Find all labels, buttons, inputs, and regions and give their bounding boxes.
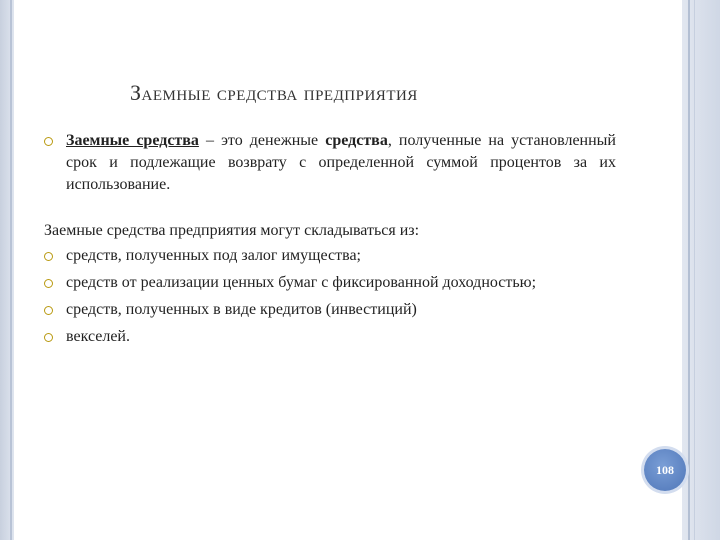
- list-item-text: средств от реализации ценных бумаг с фиксированной доходностью;: [66, 274, 537, 291]
- list-item: [44, 245, 616, 267]
- list-item: [44, 272, 616, 294]
- definition-text-2: , полученные на установленный срок и подлежащие возврату с определенной суммой процентов за их использование.: [66, 132, 616, 193]
- bullet-ring-icon: [44, 252, 53, 261]
- bullet-ring-icon: [44, 333, 53, 342]
- definition-bold-word: средства: [325, 132, 388, 149]
- definition-text-1: – это денежные: [198, 132, 326, 149]
- intro-text: Заемные средства предприятия могут складываться из:: [44, 222, 420, 239]
- bullet-ring-icon: [44, 306, 53, 315]
- list-item-text: средств, полученных под залог имущества;: [66, 247, 361, 264]
- slide-content: [44, 130, 616, 353]
- list-item: [44, 299, 616, 321]
- list-item-text: векселей.: [66, 328, 130, 345]
- list-item: [44, 326, 616, 348]
- bullet-ring-icon: [44, 279, 53, 288]
- definition-paragraph: [44, 130, 616, 196]
- left-frame-border: [0, 0, 14, 540]
- right-frame-border: [682, 0, 720, 540]
- definition-term: Заемные средства: [66, 132, 199, 149]
- bullet-ring-icon: [44, 137, 53, 146]
- list-item-text: средств, полученных в виде кредитов (инвестиций): [66, 301, 417, 318]
- page-number-badge: 108: [644, 449, 686, 491]
- slide-title: Заемные средства предприятия: [130, 80, 418, 105]
